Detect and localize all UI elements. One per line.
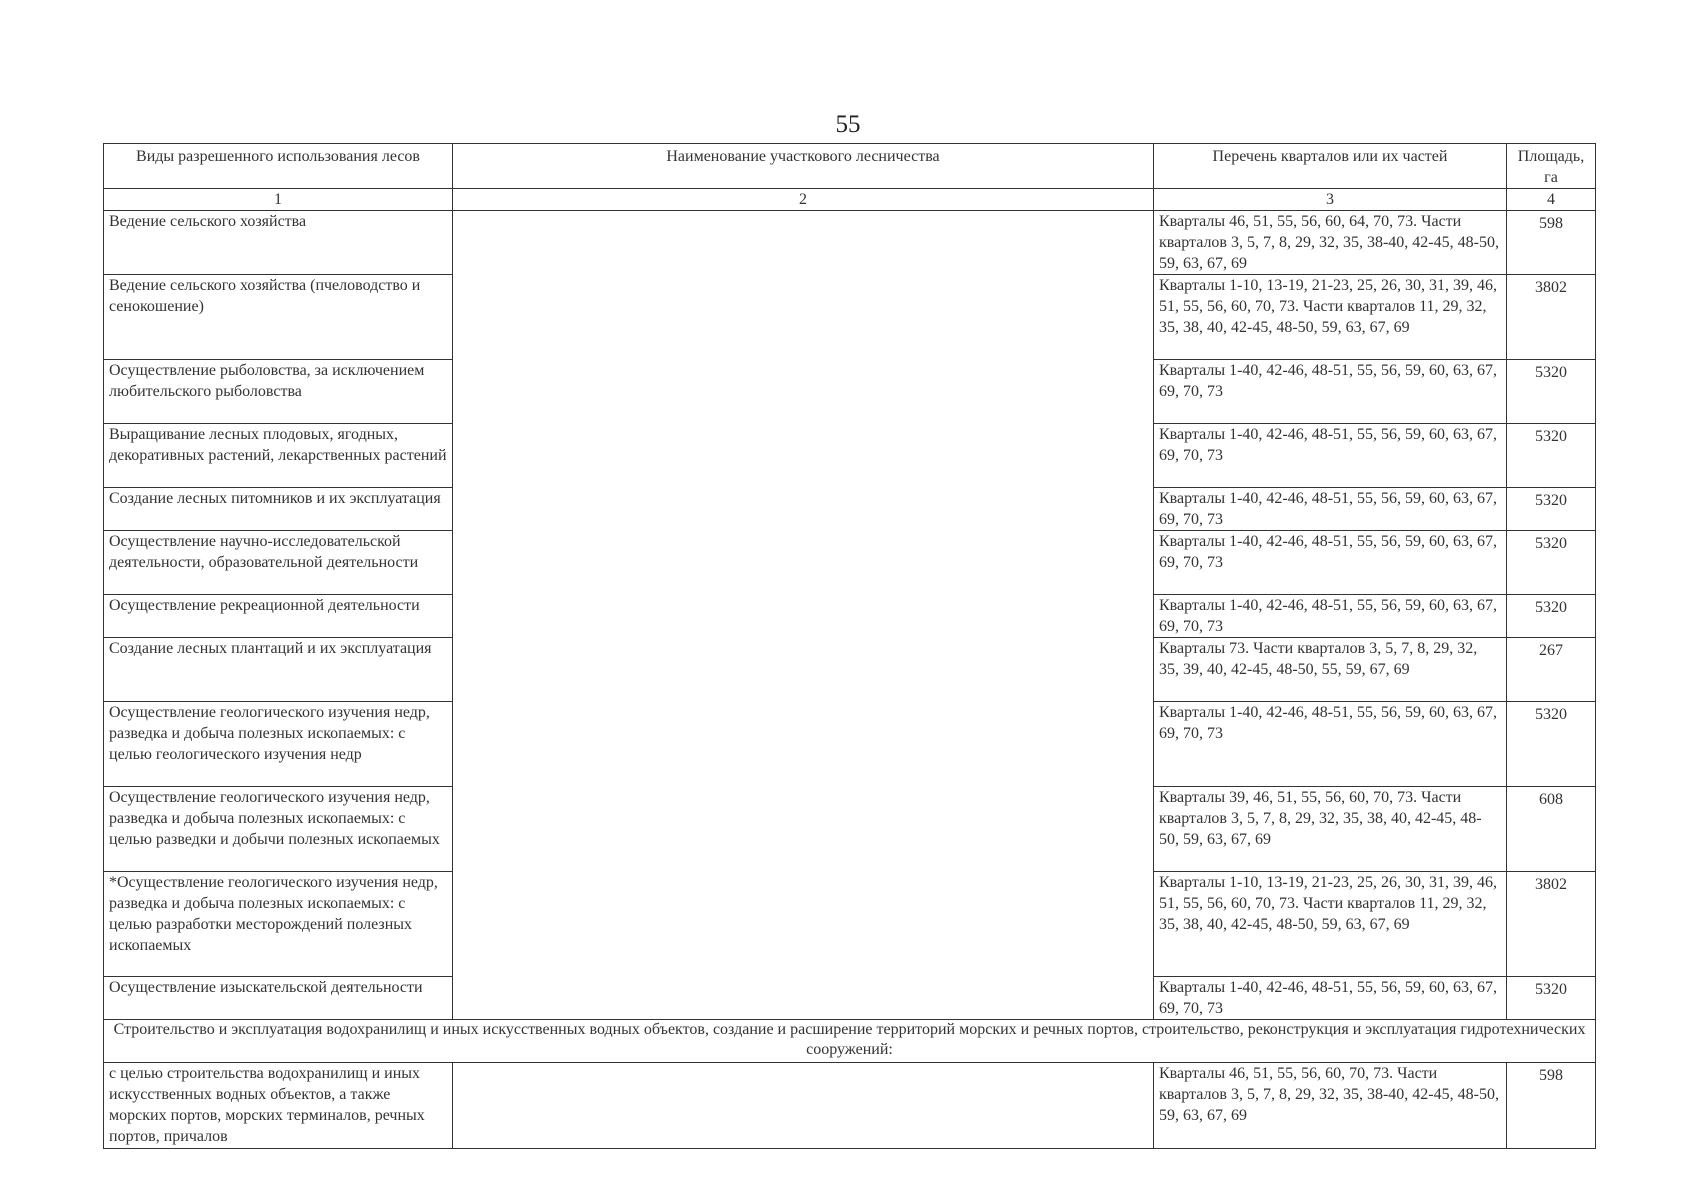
header-use-type: Виды разрешенного использования лесов [104,144,453,189]
section-heading-row [104,1020,1596,1063]
area-cell: 598 [1507,1063,1596,1149]
area-cell: 5320 [1507,702,1596,787]
quarters-cell: Кварталы 1-40, 42-46, 48-51, 55, 56, 59, 60, 63, 67, 69, 70, 73 [1154,531,1507,595]
use-type-cell: Осуществление геологического изучения недр, разведка и добыча полезных ископаемых: с целью геологического изучения недр [104,702,453,787]
use-type-cell: Осуществление рекреационной деятельности [104,595,453,638]
page-number: 55 [835,111,861,138]
quarters-cell: Кварталы 1-40, 42-46, 48-51, 55, 56, 59, 60, 63, 67, 69, 70, 73 [1154,702,1507,787]
use-type-cell: Осуществление геологического изучения недр, разведка и добыча полезных ископаемых: с целью разведки и добычи полезных ископаемых [104,787,453,872]
area-cell: 5320 [1507,595,1596,638]
table-row [104,211,1596,275]
forestry-name-cell [453,211,1154,1020]
column-numbers-row [104,189,1596,211]
use-type-cell: Ведение сельского хозяйства (пчеловодство и сенокошение) [104,275,453,360]
header-forestry-name: Наименование участкового лесничества [453,144,1154,189]
quarters-cell: Кварталы 46, 51, 55, 56, 60, 70, 73. Части кварталов 3, 5, 7, 8, 29, 32, 35, 38-40, 42-45, 48-50, 59, 63, 67, 69 [1154,1063,1507,1149]
use-type-cell: Осуществление рыболовства, за исключением любительского рыболовства [104,360,453,424]
forestry-name-cell [453,1063,1154,1149]
use-type-cell: Создание лесных плантаций и их эксплуатация [104,638,453,702]
forest-use-table [103,143,1596,1149]
area-cell: 598 [1507,211,1596,275]
use-type-cell: Осуществление изыскательской деятельности [104,977,453,1020]
quarters-cell: Кварталы 1-40, 42-46, 48-51, 55, 56, 59, 60, 63, 67, 69, 70, 73 [1154,424,1507,488]
area-cell: 5320 [1507,977,1596,1020]
area-cell: 5320 [1507,488,1596,531]
area-cell: 608 [1507,787,1596,872]
quarters-cell: Кварталы 1-10, 13-19, 21-23, 25, 26, 30, 31, 39, 46, 51, 55, 56, 60, 70, 73. Части кварталов 11, 29, 32, 35, 38, 40, 42-45, 48-50, 59, 63, 67, 69 [1154,872,1507,977]
use-type-cell: Ведение сельского хозяйства [104,211,453,275]
use-type-cell: *Осуществление геологического изучения недр, разведка и добыча полезных ископаемых: с целью разработки месторождений полезных ископаемых [104,872,453,977]
quarters-cell: Кварталы 1-40, 42-46, 48-51, 55, 56, 59, 60, 63, 67, 69, 70, 73 [1154,595,1507,638]
section-heading: Строительство и эксплуатация водохранилищ и иных искусственных водных объектов, создание и расширение территорий морских и речных портов, строительство, реконструкция и эксплуатация гидротехнических сооружений: [104,1020,1596,1063]
area-cell: 5320 [1507,360,1596,424]
use-type-cell: Создание лесных питомников и их эксплуатация [104,488,453,531]
header-quarters-list: Перечень кварталов или их частей [1154,144,1507,189]
quarters-cell: Кварталы 1-40, 42-46, 48-51, 55, 56, 59, 60, 63, 67, 69, 70, 73 [1154,360,1507,424]
header-row [104,144,1596,189]
quarters-cell: Кварталы 46, 51, 55, 56, 60, 64, 70, 73. Части кварталов 3, 5, 7, 8, 29, 32, 35, 38-40, 42-45, 48-50, 59, 63, 67, 69 [1154,211,1507,275]
quarters-cell: Кварталы 1-40, 42-46, 48-51, 55, 56, 59, 60, 63, 67, 69, 70, 73 [1154,977,1507,1020]
area-cell: 267 [1507,638,1596,702]
column-number: 2 [453,189,1154,211]
quarters-cell: Кварталы 1-40, 42-46, 48-51, 55, 56, 59, 60, 63, 67, 69, 70, 73 [1154,488,1507,531]
quarters-cell: Кварталы 39, 46, 51, 55, 56, 60, 70, 73. Части кварталов 3, 5, 7, 8, 29, 32, 35, 38, 40, 42-45, 48-50, 59, 63, 67, 69 [1154,787,1507,872]
column-number: 3 [1154,189,1507,211]
area-cell: 5320 [1507,424,1596,488]
column-number: 1 [104,189,453,211]
use-type-cell: Осуществление научно-исследовательской деятельности, образовательной деятельности [104,531,453,595]
quarters-cell: Кварталы 1-10, 13-19, 21-23, 25, 26, 30, 31, 39, 46, 51, 55, 56, 60, 70, 73. Части кварталов 11, 29, 32, 35, 38, 40, 42-45, 48-50, 59, 63, 67, 69 [1154,275,1507,360]
table-row [104,1063,1596,1149]
use-type-cell: с целью строительства водохранилищ и иных искусственных водных объектов, а также морских портов, морских терминалов, речных портов, причалов [104,1063,453,1149]
area-cell: 5320 [1507,531,1596,595]
quarters-cell: Кварталы 73. Части кварталов 3, 5, 7, 8, 29, 32, 35, 39, 40, 42-45, 48-50, 55, 59, 67, 69 [1154,638,1507,702]
column-number: 4 [1507,189,1596,211]
use-type-cell: Выращивание лесных плодовых, ягодных, декоративных растений, лекарственных растений [104,424,453,488]
area-cell: 3802 [1507,872,1596,977]
area-cell: 3802 [1507,275,1596,360]
header-area: Площадь, га [1507,144,1596,189]
